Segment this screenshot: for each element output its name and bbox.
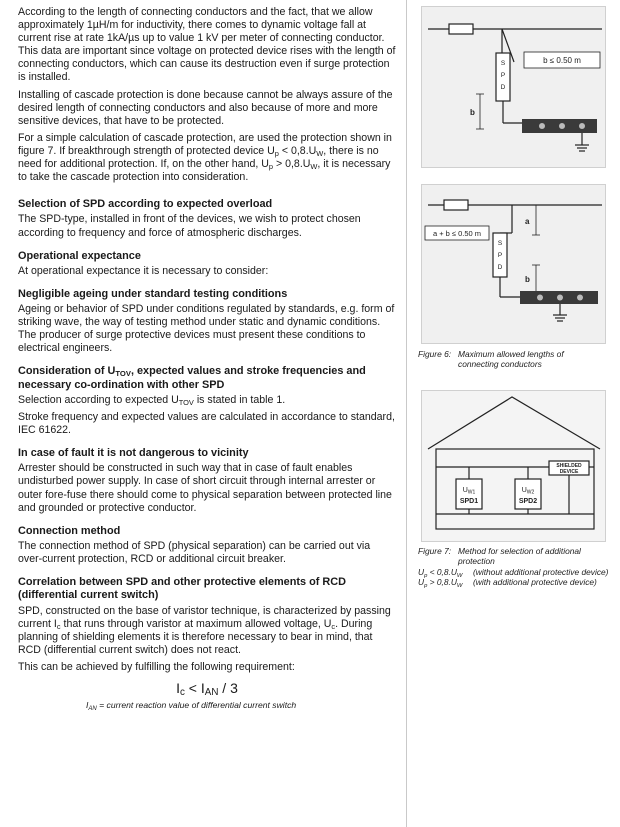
figure6-caption-line-2: connecting conductors [458,359,542,370]
heading-selection: Selection of SPD according to expected overload [18,198,273,211]
cond1-b: < 0,8.U [427,566,457,577]
cond1-a: U [418,566,425,577]
heading-tov [18,365,396,391]
operational-text: At operational expectance it is necessary to consider: [18,264,269,277]
cascade-text-d: > 0,8.U [273,158,311,171]
fig6b-spd-d: D [497,264,503,271]
fig7-spd1: SPD1 [459,498,479,505]
cascade-paragraph [18,132,396,184]
fig7-shielded-line-2: DEVICE [559,469,579,475]
footnote-sym: I [86,700,89,711]
footnote-sub: AN [88,706,97,713]
cascade-sub-2: W [316,148,324,158]
figure6-bottom-diagram [421,184,606,344]
tov-text-1 [18,394,396,407]
fig6a-fuse [449,24,473,34]
fig6a-spd-s: S [500,60,506,67]
cond1-sub2: W [456,572,463,579]
cascade-text-a: For a simple calculation of cascade protection, are used the protection shown in figure 7. If breakthrough strength of protected device U [18,131,392,157]
formula-a: I [176,680,181,697]
fig6b-dim-b: b [525,275,530,284]
figure6-top-svg [422,7,605,167]
fig6a-spd-p: P [500,72,506,79]
cascade-sub-4: W [310,162,318,172]
fig6a-dim-b: b [470,108,475,117]
fig7-uw1: $U_{W1}$ [462,487,476,496]
fig6b-terminal-1 [537,295,543,301]
fig7-spd2: SPD2 [518,498,538,505]
fig6b-terminal-2 [557,295,563,301]
cascade-sub-3: p [268,162,274,172]
cascade-sub-1: p [274,148,279,158]
fig7-uw2: $U_{W2}$ [521,487,535,496]
formula-c: / 3 [218,680,238,697]
tov-text-2: Stroke frequency and expected values are calculated in accordance to standard, IEC 61622. [18,410,395,437]
figure6-caption [418,349,610,370]
main-text-column [18,6,396,712]
cond2-a: U [418,577,425,588]
heading-ageing: Negligible ageing under standard testing conditions [18,287,288,300]
figure7-caption-text-1: Method for selection of additional [458,546,581,556]
rcd-p1-sub2: c [331,621,336,631]
figure6-caption-text-1: Maximum allowed lengths of [458,349,564,359]
formula-sub-2: AN [204,687,219,699]
fig7-shielded-line-1: SHIELDED [556,463,582,469]
fig6a-terminal-2 [559,123,565,129]
tov-p1-a: Selection according to expected U [18,393,179,406]
tov-p1-sub: TOV [178,397,194,407]
fig6b-limit-text: a + b ≤ 0.50 m [432,229,482,238]
heading-operational: Operational expectance [18,249,141,262]
figure6-bottom-svg [422,185,605,343]
figure7-condition-2 [418,577,610,590]
cond1-sub1: p [424,572,428,579]
heading-fault: In case of fault it is not dangerous to vicinity [18,447,249,460]
requirement-formula [18,680,396,699]
fig6a-terminal-1 [539,123,545,129]
cond2-sub1: p [424,583,428,590]
figure7-caption-label: Figure 7: [418,546,452,556]
cascade-text-b: < 0,8.U [278,144,317,157]
heading-connection: Connection method [18,524,121,537]
figure6-top-diagram [421,6,606,168]
rcd-text-1 [18,605,396,657]
figure7-cond1-formula [418,567,473,577]
cascade-text-c: , there is no need for additional protection. If, on the other hand, U [18,144,379,171]
intro-paragraph-1: According to the length of connecting conductors and the fact, that we allow approximately 1µH/m for inductivity, there comes to dynamic voltage fall at current rise at rate 1kA/µs up to value 1 kV per meter of connecting conductor. This data are important since voltage on protected device rises with the length of connecting conductors, which can cause its destruction even if surge protection is installed. [18,6,396,84]
intro-paragraph-2: Installing of cascade protection is done because cannot be always assure of the desired length of connecting conductors and also because of more and more sensitive devices, that have to be protected. [18,88,393,127]
figure7-svg [422,391,605,541]
fault-text: Arrester should be constructed in such way that in case of fault enables undisturbed power supply. In case of short circuit through internal arrester or outer fore-fuse there should come to physical separation between protected line and grounded or protective conductor. [18,462,392,514]
fig6b-dim-a: a [525,217,530,226]
tov-p1-b: is stated in table 1. [193,393,286,406]
formula-b: < I [184,680,205,697]
tov-title-a: Consideration of U [18,365,116,378]
figure7-caption-line-1 [418,546,610,556]
tov-title-b: , expected values and stroke frequencies and necessary co-ordination with other SPD [18,365,366,391]
connection-text: The connection method of SPD (physical separation) can be carried out via over-current protection, RCD or additional circuit breaker. [18,539,371,566]
cond2-sub2: W [456,583,463,590]
column-divider [406,0,407,827]
cond1-text: (without additional protective device) [473,566,609,577]
fig6a-limit-text: b ≤ 0.50 m [543,56,581,65]
fig6b-terminal-3 [577,295,583,301]
fig6b-spd-s: S [497,240,503,247]
figure7-caption-line-2: protection [458,556,495,567]
rcd-text-2: This can be achieved by fulfilling the following requirement: [18,660,295,673]
formula-footnote [86,699,396,712]
cond2-text: (with additional protective device) [473,577,597,588]
heading-rcd: Correlation between SPD and other protective elements of RCD (differential current switch) [18,576,346,602]
footnote-text: = current reaction value of differential current switch [96,700,297,711]
fig6b-fuse [444,200,468,210]
figure6-caption-line-1 [418,349,610,359]
fig6b-spd-p: P [497,252,503,259]
figure7-caption [418,546,610,588]
selection-text: The SPD-type, installed in front of the devices, we wish to protect chosen according to frequency and force of atmospheric discharges. [18,213,361,239]
figure7-condition-1 [418,567,610,577]
rcd-p1-c: . During planning of shielding elements it is therefore necessary to bear in mind, that RCD (differential current switch) does not react. [18,617,373,656]
cond2-b: > 0,8.U [427,577,457,588]
tov-title-sub: TOV [115,369,131,379]
ageing-text: Ageing or behavior of SPD under conditions regulated by standards, e.g. form of striking wave, the way of testing method under static and dynamic conditions. The producer of surge protective devices must present these conditions to electrical engineers. [18,303,395,355]
figure7-cond2-formula [418,577,473,590]
fig7-roof [428,397,600,449]
rcd-p1-sub1: c [56,621,61,631]
rcd-p1-a: SPD, constructed on the base of varistor technique, is characterized by passing current I [18,604,391,630]
formula-sub-1: c [180,687,185,699]
figure7-diagram [421,390,606,542]
fig6a-terminal-3 [579,123,585,129]
fig6a-spd-d: D [500,84,506,91]
rcd-p1-b: that runs through varistor at maximum allowed voltage, U [60,617,332,630]
cascade-text-e: , it is necessary to take the cascade protection into consideration. [18,158,391,184]
figure6-caption-label: Figure 6: [418,349,452,359]
